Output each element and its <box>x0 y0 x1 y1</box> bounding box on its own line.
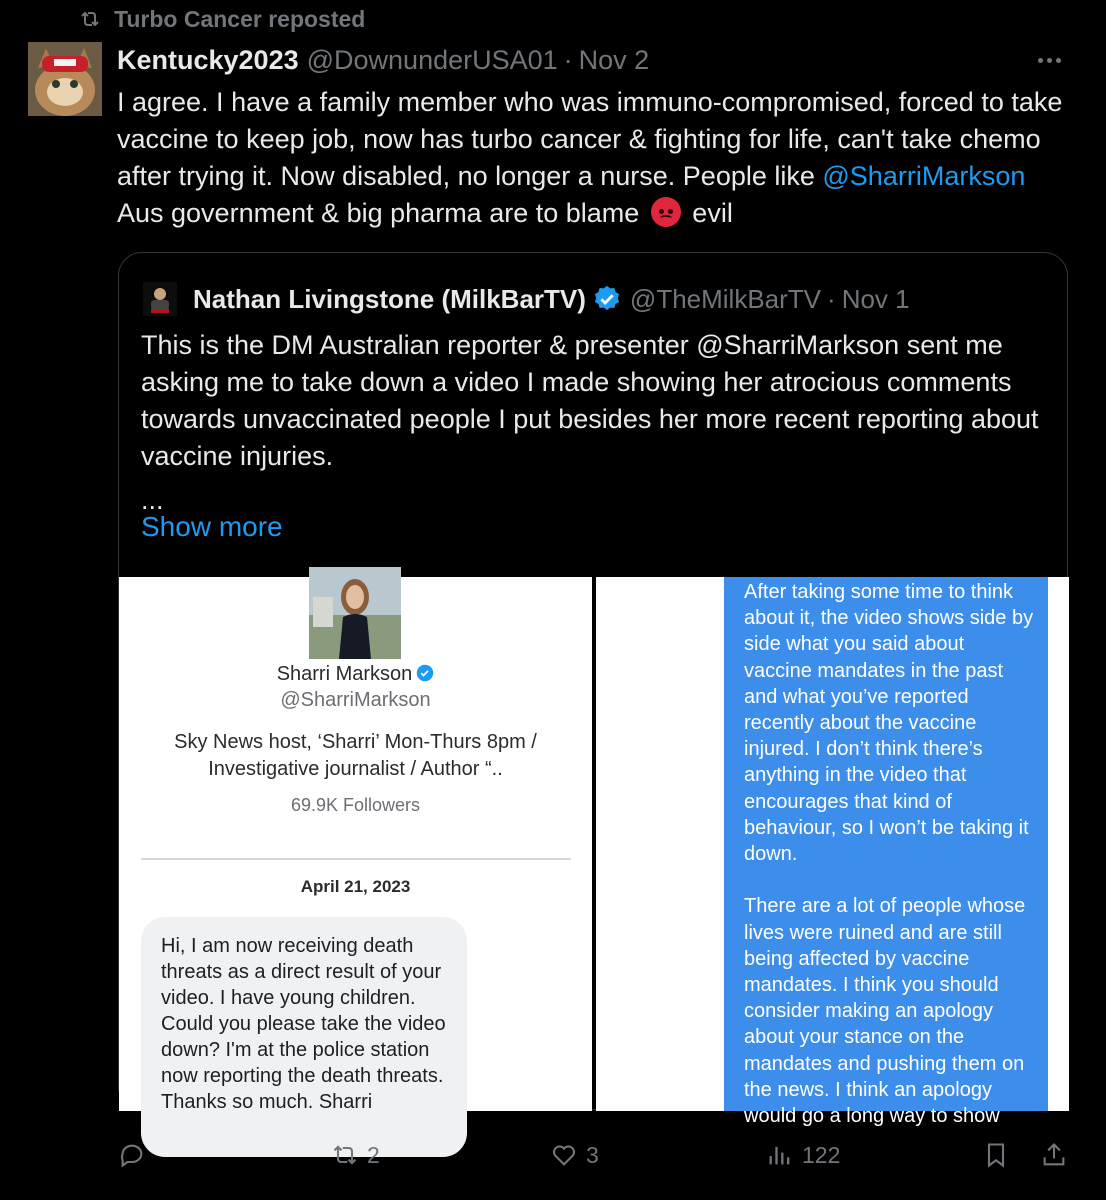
repost-icon <box>331 1141 359 1169</box>
show-more-link[interactable]: Show more <box>141 511 283 542</box>
repost-button[interactable] <box>331 1132 380 1178</box>
repost-text: Turbo Cancer reposted <box>114 5 366 32</box>
separator-dot: · <box>563 44 573 75</box>
received-message-text: Hi, I am now receiving death threats as a direct result of your video. I have young children. Could you please take the video down? I'm at the police station now reporting the death threats. Thanks so much. Sharri <box>161 935 446 1113</box>
tweet-text-part: Aus government & big pharma are to blame <box>117 198 647 228</box>
repost-count: 2 <box>367 1141 380 1168</box>
separator-dot: · <box>827 283 836 314</box>
quote-date: Nov 1 <box>841 283 910 314</box>
profile-bio: Sky News host, ‘Sharri’ Mon-Thurs 8pm / Investigative journalist / Author “.. <box>174 731 537 780</box>
repost-icon <box>78 7 102 31</box>
sent-message-bubble <box>724 577 1048 1128</box>
like-count: 3 <box>586 1141 599 1168</box>
quote-author-name: Nathan Livingstone (MilkBarTV) <box>193 283 586 314</box>
mention-link[interactable]: @SharriMarkson <box>822 161 1026 191</box>
quote-author-avatar <box>143 282 177 316</box>
bookmark-button[interactable] <box>982 1132 1010 1178</box>
heart-icon <box>550 1141 578 1169</box>
tweet-header <box>117 42 649 78</box>
like-button[interactable] <box>550 1132 599 1178</box>
author-name[interactable]: Kentucky2023 <box>117 44 299 75</box>
verified-badge-icon <box>592 284 622 314</box>
quote-text-body: This is the DM Australian reporter & presenter @SharriMarkson sent me asking me to take down a video I made showing her atrocious comments towards unvaccinated people I put besides her more recent reporting about vaccine injuries. <box>141 330 1039 471</box>
view-count: 122 <box>802 1141 841 1168</box>
more-options-icon[interactable] <box>1038 52 1068 68</box>
tweet-text-part: evil <box>684 198 733 228</box>
attached-image-left[interactable] <box>119 577 592 1111</box>
quote-text <box>141 327 1051 475</box>
angry-face-emoji-icon <box>651 197 681 227</box>
author-avatar[interactable] <box>28 42 102 116</box>
profile-name: Sharri Markson <box>276 663 413 685</box>
reply-button[interactable] <box>118 1132 154 1178</box>
share-button[interactable] <box>1040 1132 1068 1178</box>
profile-name-row <box>119 663 592 686</box>
share-icon <box>1040 1141 1068 1169</box>
quoted-tweet-card[interactable] <box>118 252 1068 1128</box>
author-handle[interactable]: @DownunderUSA01 <box>306 44 558 75</box>
bookmark-icon <box>982 1141 1010 1169</box>
profile-followers: 69.9K Followers <box>290 795 421 815</box>
quote-author-handle: @TheMilkBarTV <box>629 283 822 314</box>
attached-image-right[interactable] <box>596 577 1069 1128</box>
tweet-text <box>117 84 1077 232</box>
quote-header <box>143 281 910 317</box>
views-chart-icon <box>766 1141 794 1169</box>
divider <box>141 858 571 860</box>
reply-icon <box>118 1141 146 1169</box>
verified-badge-icon <box>416 664 434 682</box>
message-date: April 21, 2023 <box>300 877 411 896</box>
profile-handle: @SharriMarkson <box>280 689 431 711</box>
views-button[interactable] <box>766 1132 840 1178</box>
profile-avatar <box>309 567 401 659</box>
sent-message-text: After taking some time to think about it, the video shows side by side what you said about vaccine mandates in the past and what you’ve reported recently about the vaccine injured. I don’t think there’s anything in the video that encourages that kind of behaviour, so I won’t be taking it down. There are a lot of people whose lives were ruined and are still being affected by vaccine mandates. I think you should consider making an apology about your stance on the mandates and pushing them on the news. I think an apology would go a long way to show <box>744 581 1034 1128</box>
received-message-bubble <box>141 917 467 1157</box>
action-bar <box>0 1132 1106 1178</box>
quote-ellipsis: ... <box>141 485 164 515</box>
repost-indicator[interactable] <box>78 4 365 34</box>
post-date[interactable]: Nov 2 <box>578 44 650 75</box>
tweet-text-part: I agree. I have a family member who was immuno-compromised, forced to take vaccine to keep job, now has turbo cancer & fighting for life, can't take chemo after trying it. Now disabled, no longer a nurse. People like <box>117 87 1063 191</box>
